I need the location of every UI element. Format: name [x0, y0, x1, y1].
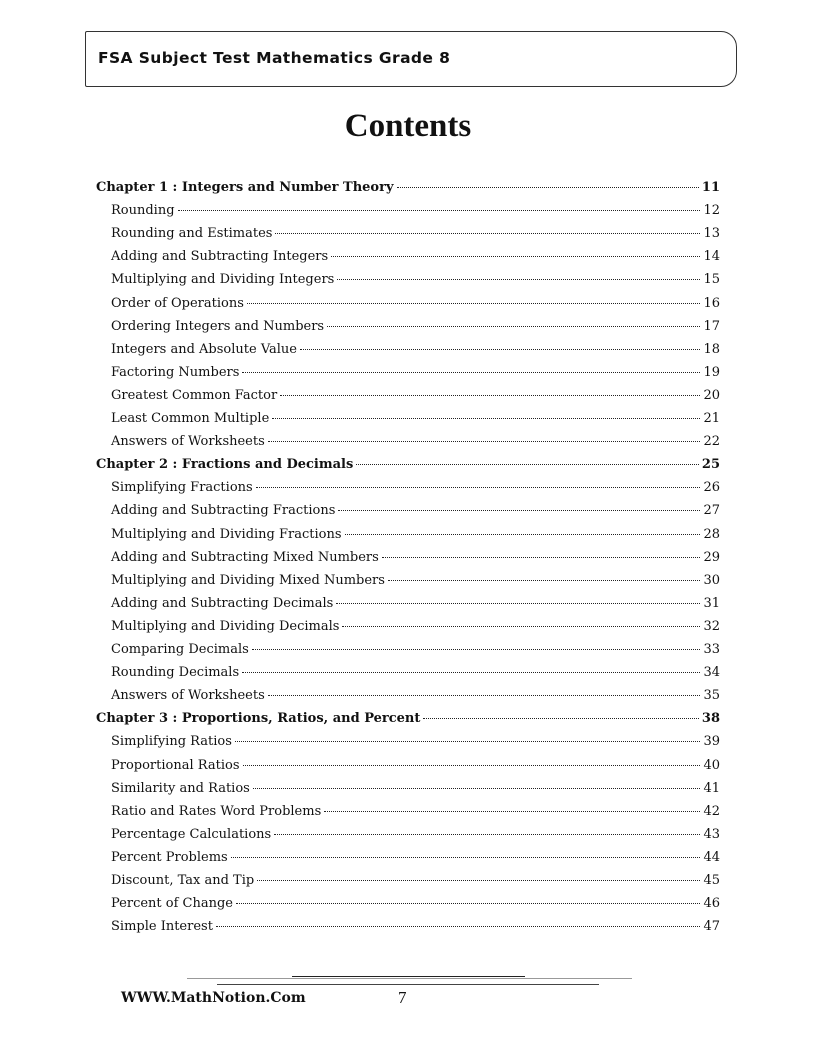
toc-page-number: 41	[703, 780, 720, 796]
toc-section-row[interactable]	[111, 665, 720, 685]
toc-entry-title: Integers and Absolute Value	[111, 341, 297, 357]
toc-section-row[interactable]	[111, 896, 720, 916]
toc-entry-title: Percent of Change	[111, 896, 234, 912]
toc-page-number: 12	[703, 203, 720, 219]
dot-leader	[242, 371, 700, 373]
dot-leader	[382, 556, 701, 558]
toc-entry-title: Simplifying Ratios	[111, 734, 232, 750]
footer-divider	[217, 984, 599, 985]
toc-section-row[interactable]	[111, 781, 720, 801]
toc-entry-title: Adding and Subtracting Mixed Numbers	[111, 549, 379, 565]
toc-page-number: 14	[703, 249, 720, 265]
dot-leader	[397, 186, 699, 188]
toc-page-number: 31	[703, 595, 720, 611]
toc-section-row[interactable]	[111, 272, 720, 292]
dot-leader	[243, 764, 701, 766]
toc-page-number: 43	[703, 826, 720, 842]
toc-page-number: 20	[703, 387, 720, 403]
toc-entry-title: Adding and Subtracting Decimals	[111, 595, 334, 611]
toc-page-number: 29	[703, 549, 720, 565]
header-title: FSA Subject Test Mathematics Grade 8	[98, 49, 451, 67]
toc-section-row[interactable]	[111, 411, 720, 431]
toc-page-number: 13	[703, 226, 720, 242]
dot-leader	[300, 348, 700, 350]
toc-section-row[interactable]	[111, 388, 720, 408]
dot-leader	[345, 533, 701, 535]
toc-entry-title: Ratio and Rates Word Problems	[111, 803, 322, 819]
toc-entry-title: Simplifying Fractions	[111, 480, 253, 496]
footer-url: WWW.MathNotion.Com	[121, 990, 306, 1006]
toc-section-row[interactable]	[111, 827, 720, 847]
toc-entry-title: Least Common Multiple	[111, 411, 270, 426]
toc-section-row[interactable]	[111, 619, 720, 639]
toc-entry-title: Simple Interest	[111, 919, 213, 935]
toc-page-number: 21	[703, 411, 720, 426]
dot-leader	[242, 671, 700, 673]
header-box	[85, 31, 737, 87]
toc-page-number: 44	[703, 849, 720, 865]
toc-page-number: 18	[703, 341, 720, 357]
toc-section-row[interactable]	[111, 804, 720, 824]
toc-entry-title: Multiplying and Dividing Decimals	[111, 618, 340, 634]
toc-entry-title: Chapter 3 : Proportions, Ratios, and Percent	[96, 711, 421, 727]
dot-leader	[252, 648, 701, 650]
toc-section-row[interactable]	[111, 919, 720, 939]
dot-leader	[327, 325, 700, 327]
dot-leader	[274, 833, 700, 835]
toc-section-row[interactable]	[111, 503, 720, 523]
dot-leader	[268, 694, 701, 696]
toc-entry-title: Percentage Calculations	[111, 826, 272, 842]
toc-section-row[interactable]	[111, 596, 720, 616]
dot-leader	[256, 486, 701, 488]
toc-page-number: 15	[703, 272, 720, 288]
toc-section-row[interactable]	[111, 319, 720, 339]
dot-leader	[272, 417, 700, 419]
toc-entry-title: Ordering Integers and Numbers	[111, 318, 325, 334]
toc-section-row[interactable]	[111, 203, 720, 223]
dot-leader	[356, 463, 699, 465]
toc-entry-title: Discount, Tax and Tip	[111, 873, 255, 888]
toc-entry-title: Order of Operations	[111, 295, 244, 311]
toc-section-row[interactable]	[111, 527, 720, 547]
footer-divider	[292, 976, 525, 977]
toc-entry-title: Answers of Worksheets	[111, 688, 265, 704]
toc-page-number: 16	[703, 295, 720, 311]
toc-page-number: 17	[703, 318, 720, 334]
dot-leader	[257, 879, 700, 881]
dot-leader	[336, 602, 700, 604]
toc-entry-title: Multiplying and Dividing Mixed Numbers	[111, 572, 385, 588]
toc-section-row[interactable]	[111, 249, 720, 269]
toc-chapter-row[interactable]	[96, 711, 720, 731]
toc-page-number: 47	[703, 919, 720, 935]
toc-entry-title: Adding and Subtracting Fractions	[111, 503, 336, 519]
toc-entry-title: Multiplying and Dividing Fractions	[111, 526, 342, 542]
toc-page-number: 33	[703, 642, 720, 657]
toc-entry-title: Adding and Subtracting Integers	[111, 249, 329, 265]
toc-entry-title: Chapter 2 : Fractions and Decimals	[96, 457, 354, 473]
toc-entry-title: Similarity and Ratios	[111, 780, 250, 796]
footer-divider	[187, 978, 632, 979]
dot-leader	[331, 255, 700, 257]
page-title: Contents	[344, 108, 472, 144]
toc-section-row[interactable]	[111, 550, 720, 570]
toc-entry-title: Rounding and Estimates	[111, 226, 273, 242]
toc-entry-title: Factoring Numbers	[111, 364, 240, 380]
dot-leader	[236, 902, 700, 904]
toc-page-number: 35	[703, 688, 720, 704]
toc-entry-title: Chapter 1 : Integers and Number Theory	[96, 180, 394, 195]
toc-entry-title: Multiplying and Dividing Integers	[111, 272, 335, 288]
toc-page-number: 28	[703, 526, 720, 542]
toc-chapter-row[interactable]	[96, 180, 720, 200]
toc-page-number: 22	[703, 434, 720, 450]
dot-leader	[337, 278, 700, 280]
toc-section-row[interactable]	[111, 365, 720, 385]
toc-section-row[interactable]	[111, 342, 720, 362]
toc-page-number: 27	[703, 503, 720, 519]
toc-page-number: 40	[703, 757, 720, 773]
toc-section-row[interactable]	[111, 573, 720, 593]
toc-entry-title: Rounding Decimals	[111, 665, 240, 681]
footer-page-number: 7	[398, 988, 407, 1007]
toc-page-number: 38	[701, 711, 720, 727]
toc-section-row[interactable]	[111, 296, 720, 316]
toc-page-number: 11	[701, 180, 720, 195]
toc-page-number: 30	[703, 572, 720, 588]
toc-entry-title: Percent Problems	[111, 849, 228, 865]
toc-entry-title: Greatest Common Factor	[111, 387, 278, 403]
toc-page-number: 46	[703, 896, 720, 912]
toc-page-number: 26	[703, 480, 720, 496]
dot-leader	[178, 209, 701, 211]
toc-section-row[interactable]	[111, 642, 720, 662]
toc-section-row[interactable]	[111, 850, 720, 870]
toc-page-number: 19	[703, 364, 720, 380]
toc-section-row[interactable]	[111, 226, 720, 246]
toc-page-number: 39	[703, 734, 720, 750]
dot-leader	[216, 925, 701, 927]
toc-page-number: 42	[703, 803, 720, 819]
dot-leader	[275, 232, 700, 234]
dot-leader	[423, 717, 699, 719]
toc-page-number: 34	[703, 665, 720, 681]
dot-leader	[324, 810, 700, 812]
toc-entry-title: Proportional Ratios	[111, 757, 240, 773]
dot-leader	[338, 509, 700, 511]
toc-entry-title: Answers of Worksheets	[111, 434, 265, 450]
dot-leader	[231, 856, 701, 858]
dot-leader	[247, 302, 701, 304]
dot-leader	[388, 579, 701, 581]
toc-section-row[interactable]	[111, 688, 720, 708]
toc-section-row[interactable]	[111, 734, 720, 754]
toc-page-number: 32	[703, 618, 720, 634]
toc-page-number: 25	[701, 457, 720, 473]
dot-leader	[235, 740, 701, 742]
toc-entry-title: Comparing Decimals	[111, 642, 249, 657]
dot-leader	[280, 394, 700, 396]
dot-leader	[268, 440, 701, 442]
dot-leader	[253, 787, 701, 789]
dot-leader	[342, 625, 700, 627]
toc-section-row[interactable]	[111, 480, 720, 500]
toc-page-number: 45	[703, 873, 720, 888]
toc-section-row[interactable]	[111, 873, 720, 893]
toc-section-row[interactable]	[111, 434, 720, 454]
toc-section-row[interactable]	[111, 758, 720, 778]
toc-chapter-row[interactable]	[96, 457, 720, 477]
toc-entry-title: Rounding	[111, 203, 175, 219]
